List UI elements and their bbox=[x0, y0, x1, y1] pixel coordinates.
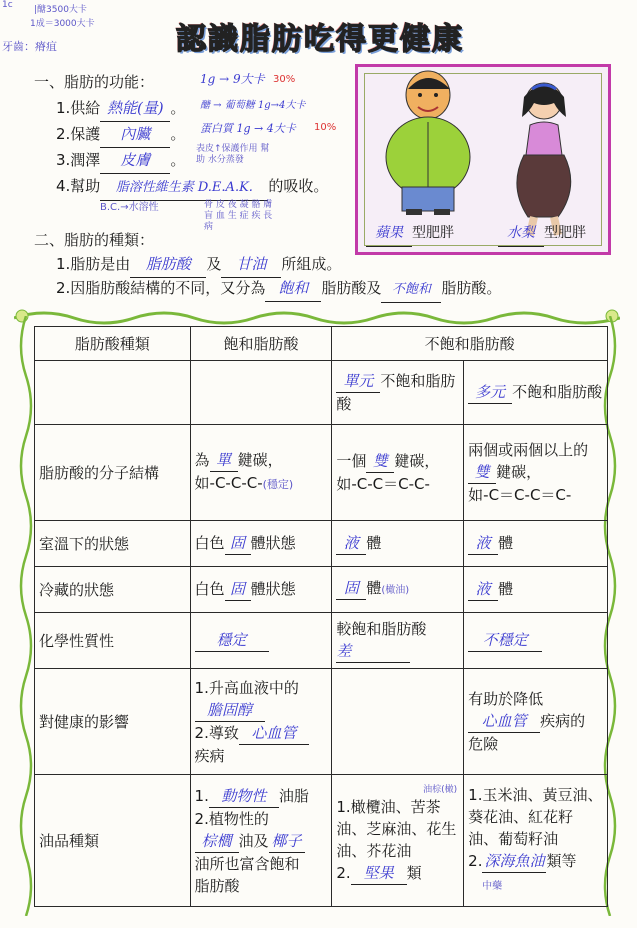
function-item-3: 3.潤澤 皮膚 。 bbox=[56, 148, 185, 174]
row-label: 化學性質性 bbox=[35, 613, 191, 669]
note-sugar: 醣 → 葡萄糖 1g→4大卡 bbox=[200, 100, 306, 111]
cell-mono-oils: 油棕(橄) 1.橄欖油、苦茶油、芝麻油、花生油、芥花油 2. 堅果 類 bbox=[332, 775, 464, 907]
cell-mono-room: 液 體 bbox=[332, 521, 464, 567]
header-unsaturated: 不飽和脂肪酸 bbox=[332, 327, 608, 361]
types-line-1: 1.脂肪是由 脂肪酸 及 甘油 所組成。 bbox=[56, 252, 341, 278]
cell-mono-fridge: 固 體(橄油) bbox=[332, 567, 464, 613]
function-item-1: 1.供給 熱能(量) 。 bbox=[56, 96, 185, 122]
header-type: 脂肪酸種類 bbox=[35, 327, 191, 361]
cell-mono-header: 單元 不飽和脂肪酸 bbox=[332, 361, 464, 425]
table-row-chem bbox=[35, 613, 608, 669]
function-item-2: 2.保護 內臟 。 bbox=[56, 122, 185, 148]
table-row-health bbox=[35, 669, 608, 775]
row-label: 對健康的影響 bbox=[35, 669, 191, 775]
cell-sat-structure: 為 單 鍵碳， 如-C-C-C-(穩定) bbox=[190, 425, 332, 521]
cell-sat-health: 1.升高血液中的 膽固醇 2.導致 心血管 疾病 bbox=[190, 669, 332, 775]
cell-poly-oils: 1.玉米油、黃豆油、葵花油、紅花籽油、葡萄籽油 2. 深海魚油 類等 中藥 bbox=[464, 775, 608, 907]
row-label: 冷藏的狀態 bbox=[35, 567, 191, 613]
cell-poly-header: 多元 不飽和脂肪酸 bbox=[464, 361, 608, 425]
cell-sat-room: 白色 固 體狀態 bbox=[190, 521, 332, 567]
note-protein: 蛋白質 1g → 4大卡 bbox=[200, 122, 296, 135]
table-row-fridge bbox=[35, 567, 608, 613]
row-label: 油品種類 bbox=[35, 775, 191, 907]
margin-note: |醣3500大卡 bbox=[34, 5, 87, 15]
cell-poly-structure: 兩個或兩個以上的雙 鍵碳， 如-C＝C-C＝C- bbox=[464, 425, 608, 521]
cell-poly-chem: 不穩定 bbox=[464, 613, 608, 669]
cell-mono-chem: 較飽和脂肪酸 差 bbox=[332, 613, 464, 669]
cell-poly-health: 有助於降低 心血管 疾病的 危險 bbox=[464, 669, 608, 775]
note-vitamins: 骨 皮 夜 凝 骼 膚 盲 血 生 症 疾 長 病 bbox=[204, 200, 273, 232]
table-row-oils bbox=[35, 775, 608, 907]
table-row-room bbox=[35, 521, 608, 567]
header-saturated: 飽和脂肪酸 bbox=[190, 327, 332, 361]
note-30: 30% bbox=[273, 74, 296, 85]
apple-type-label: 蘋果 型肥胖 bbox=[366, 221, 454, 247]
margin-note: 1c bbox=[2, 0, 13, 10]
margin-note: 1成＝3000大卡 bbox=[30, 19, 95, 29]
cell-sat-chem: 穩定 bbox=[190, 613, 332, 669]
apple-man-icon bbox=[386, 71, 470, 215]
margin-note: 牙齒：瘠疽 bbox=[2, 40, 57, 53]
obesity-figure bbox=[355, 64, 611, 255]
note-bc: B.C.→水溶性 bbox=[100, 202, 159, 213]
functions-heading: 一、脂肪的功能： bbox=[34, 73, 155, 91]
cell-sat-oils: 1. 動物性 油脂 2.植物性的 棕櫚 油及 椰子 油所也富含飽和 脂肪酸 bbox=[190, 775, 332, 907]
row-label: 室溫下的狀態 bbox=[35, 521, 191, 567]
pear-type-label: 水梨 型肥胖 bbox=[498, 221, 586, 247]
table-row-structure bbox=[35, 425, 608, 521]
types-line-2: 2.因脂肪酸結構的不同，又分為 飽和 脂肪酸及 不飽和 脂肪酸。 bbox=[56, 276, 501, 303]
page-title: 認識脂肪吃得更健康 bbox=[176, 22, 464, 57]
note-1g: 1g → 9大卡 bbox=[200, 72, 265, 86]
cell-poly-fridge: 液 體 bbox=[464, 567, 608, 613]
note-10: 10% bbox=[314, 122, 337, 133]
note-skin: 表皮↑保護作用 幫助 水分蒸發 bbox=[196, 144, 270, 165]
cell-poly-room: 液 體 bbox=[464, 521, 608, 567]
table-header-row bbox=[35, 327, 608, 361]
function-item-4: 4.幫助 脂溶性維生素 D.E.A.K. 的吸收。 bbox=[56, 174, 328, 201]
cell-mono-structure: 一個 雙 鍵碳， 如-C-C＝C-C- bbox=[332, 425, 464, 521]
types-heading: 二、脂肪的種類： bbox=[34, 231, 155, 249]
row-label: 脂肪酸的分子結構 bbox=[35, 425, 191, 521]
pear-woman-icon bbox=[517, 83, 571, 235]
fatty-acid-table bbox=[34, 326, 608, 907]
vine-decoration-top bbox=[14, 306, 620, 326]
cell-sat-fridge: 白色 固 體狀態 bbox=[190, 567, 332, 613]
table-row-subtypes bbox=[35, 361, 608, 425]
